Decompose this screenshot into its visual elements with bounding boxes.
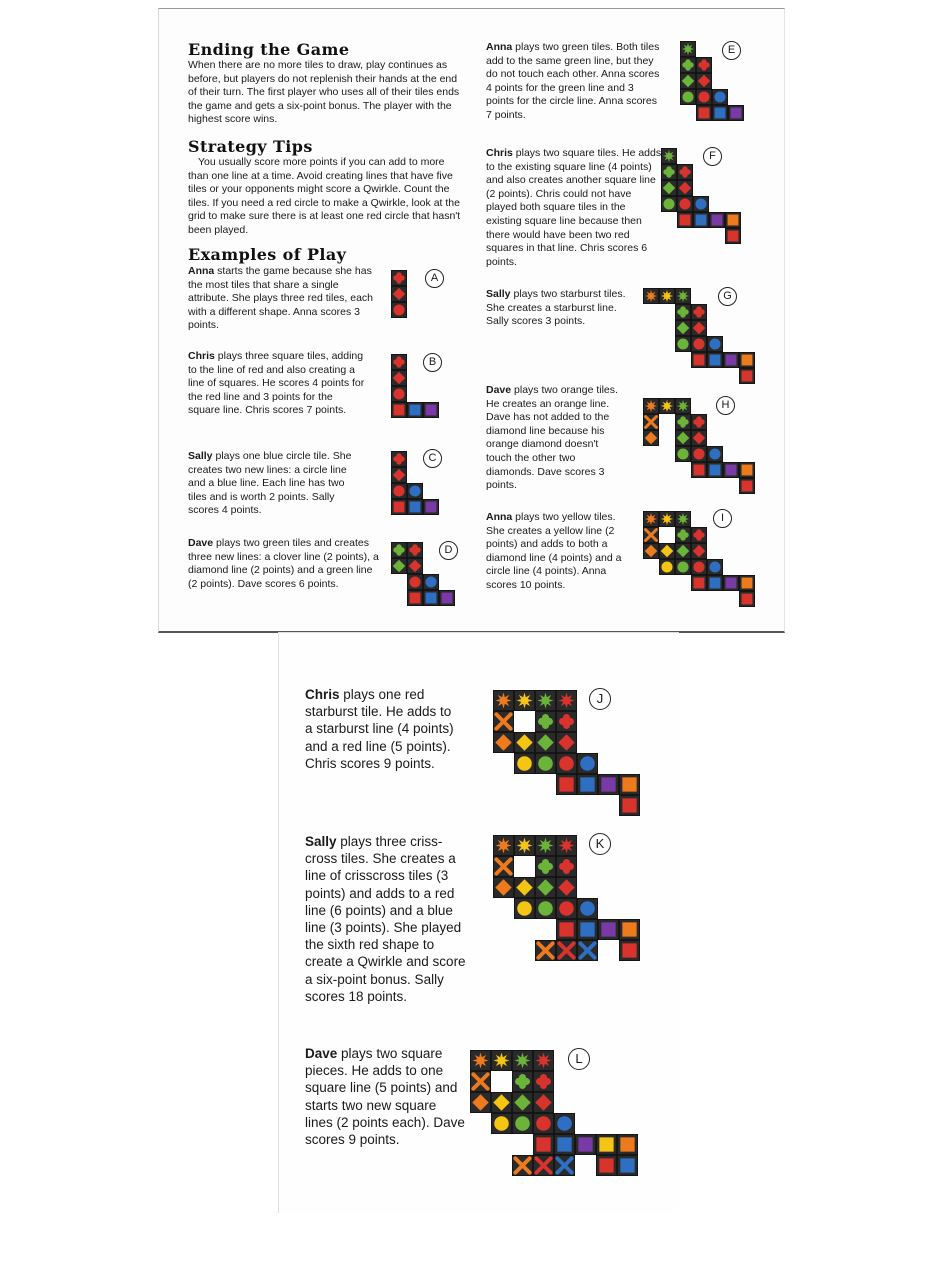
tile-green-clover	[675, 527, 690, 542]
tile-green-clover	[675, 414, 690, 429]
tile-red-circle	[691, 336, 706, 351]
tile-red-starburst	[556, 690, 576, 710]
tile-orange-starburst	[493, 690, 513, 710]
ending-heading: Ending the Game	[188, 40, 350, 59]
tile-red-square	[407, 590, 422, 605]
tile-red-clover	[691, 527, 706, 542]
tile-purple-square	[723, 352, 738, 367]
example-a-label: A	[425, 269, 444, 288]
tile-blue-square	[617, 1155, 637, 1175]
tile-red-square	[391, 402, 406, 417]
tile-green-starburst	[675, 288, 690, 303]
tile-red-circle	[407, 574, 422, 589]
tile-red-clover	[556, 856, 576, 876]
tile-orange-crisscross	[535, 940, 555, 960]
tile-green-starburst	[535, 690, 555, 710]
tile-red-crisscross	[533, 1155, 553, 1175]
ending-text: When there are no more tiles to draw, play continues as before, but players do not replenish their hands at the end of their turn. The first player who uses all of their tiles ends the game and gets a six-point bonus. The player with the highest score wins.	[188, 59, 460, 126]
tile-blue-square	[577, 919, 597, 939]
tile-blue-square	[407, 402, 422, 417]
tile-blue-crisscross	[554, 1155, 574, 1175]
tile-blue-circle	[712, 89, 727, 104]
tile-blue-circle	[407, 483, 422, 498]
tile-red-circle	[391, 302, 406, 317]
example-b-text: Chris plays three square tiles, adding to the line of red and also creating a line of squares. He scores 4 points for the red line and 3 points for the square line. Chris scores 7 points.	[188, 350, 365, 417]
example-k-tile-grid	[493, 835, 661, 975]
tile-red-square	[391, 499, 406, 514]
tile-red-clover	[391, 354, 406, 369]
tile-yellow-starburst	[659, 511, 674, 526]
tile-red-square	[696, 105, 711, 120]
tile-green-circle	[675, 559, 690, 574]
example-c-tile-grid	[391, 451, 455, 531]
example-e-tile-grid	[680, 41, 760, 137]
example-i-text: Anna plays two yellow tiles. She creates a yellow line (2 points) and adds to both a diamond line (4 points) and a circle line (4 points). Anna scores 10 points.	[486, 511, 622, 591]
tile-orange-diamond	[643, 543, 658, 558]
tile-orange-square	[725, 212, 740, 227]
example-b-tile-grid	[391, 354, 455, 434]
tile-red-clover	[407, 542, 422, 557]
tile-green-circle	[512, 1113, 532, 1133]
tile-yellow-circle	[659, 559, 674, 574]
tile-orange-diamond	[493, 877, 513, 897]
tile-orange-crisscross	[470, 1071, 490, 1091]
tile-orange-crisscross	[493, 711, 513, 731]
tile-blue-crisscross	[577, 940, 597, 960]
strategy-text: You usually score more points if you can add to more than one line at a time. Avoid creating lines that have five tiles or your opponents might score a Qwirkle. Count the tiles. If you need a red circle to make a Qwirkle, look at the grid to make sure there is at least one red circle that hasn't been played.	[188, 156, 461, 236]
tile-red-diamond	[696, 73, 711, 88]
example-h-tile-grid	[643, 398, 771, 510]
tile-orange-square	[739, 462, 754, 477]
tile-red-square	[596, 1155, 616, 1175]
tile-blue-square	[707, 575, 722, 590]
example-l-label: L	[568, 1048, 590, 1070]
tile-blue-square	[712, 105, 727, 120]
tile-red-square	[739, 591, 754, 606]
tile-orange-starburst	[470, 1050, 490, 1070]
tile-yellow-diamond	[514, 877, 534, 897]
example-f-text: Chris plays two square tiles. He adds to the existing square line (4 points) and also creates another square line (2 points). Chris could not have played both square tiles in the existing square line because then there would have been two red squares in that line. Chris scores 6 points.	[486, 147, 662, 268]
tile-orange-crisscross	[493, 856, 513, 876]
tile-orange-square	[739, 352, 754, 367]
tile-yellow-starburst	[659, 398, 674, 413]
example-g-label: G	[718, 287, 737, 306]
tile-green-circle	[675, 446, 690, 461]
tile-red-diamond	[556, 877, 576, 897]
tile-green-circle	[680, 89, 695, 104]
tile-green-clover	[680, 57, 695, 72]
tile-red-circle	[533, 1113, 553, 1133]
tile-red-clover	[691, 414, 706, 429]
example-f-label: F	[703, 147, 722, 166]
tile-red-square	[677, 212, 692, 227]
tile-blue-circle	[423, 574, 438, 589]
tile-yellow-diamond	[491, 1092, 511, 1112]
tile-yellow-starburst	[514, 835, 534, 855]
tile-green-diamond	[535, 877, 555, 897]
tile-purple-square	[723, 462, 738, 477]
tile-red-circle	[391, 386, 406, 401]
tile-green-circle	[661, 196, 676, 211]
example-e-text: Anna plays two green tiles. Both tiles add to the same green line, but they do not touch each other. Anna scores 4 points for the green line and 3 points for the circle line. Anna scores 7 points.	[486, 41, 660, 121]
tile-red-square	[533, 1134, 553, 1154]
tile-red-square	[619, 795, 639, 815]
tile-red-circle	[391, 483, 406, 498]
tile-purple-square	[575, 1134, 595, 1154]
tile-orange-diamond	[643, 430, 658, 445]
example-c-label: C	[423, 449, 442, 468]
example-d-text: Dave plays two green tiles and creates three new lines: a clover line (2 points), a diamond line (2 points) and a green line (2 points). Dave scores 6 points.	[188, 537, 379, 590]
tile-blue-circle	[693, 196, 708, 211]
tile-red-diamond	[691, 430, 706, 445]
tile-red-diamond	[691, 543, 706, 558]
tile-green-starburst	[675, 398, 690, 413]
tile-red-starburst	[556, 835, 576, 855]
tile-red-starburst	[533, 1050, 553, 1070]
tile-blue-square	[577, 774, 597, 794]
tile-red-clover	[691, 304, 706, 319]
tile-orange-crisscross	[643, 414, 658, 429]
tile-blue-circle	[707, 559, 722, 574]
tile-red-diamond	[533, 1092, 553, 1112]
tile-blue-circle	[554, 1113, 574, 1133]
tile-green-diamond	[675, 430, 690, 445]
tile-yellow-diamond	[659, 543, 674, 558]
tile-red-diamond	[391, 370, 406, 385]
tile-red-square	[739, 478, 754, 493]
tile-green-circle	[535, 898, 555, 918]
tile-red-diamond	[677, 180, 692, 195]
tile-yellow-circle	[491, 1113, 511, 1133]
example-d-tile-grid	[391, 542, 471, 622]
example-e-label: E	[722, 41, 741, 60]
tile-blue-square	[423, 590, 438, 605]
example-l-tile-grid	[470, 1050, 659, 1190]
tile-green-clover	[675, 304, 690, 319]
tile-red-diamond	[391, 467, 406, 482]
tile-yellow-starburst	[491, 1050, 511, 1070]
example-k-label: K	[589, 833, 611, 855]
tile-red-diamond	[556, 732, 576, 752]
tile-blue-square	[554, 1134, 574, 1154]
tile-blue-circle	[577, 898, 597, 918]
example-k-text: Sally plays three criss-cross tiles. She creates a line of crisscross tiles (3 points) and adds to a red line (6 points) and a blue line (3 points). She played the sixth red shape to create a Qwirkle and score a six-point bonus. Sally scores 18 points.	[305, 834, 466, 1004]
tile-orange-starburst	[643, 511, 658, 526]
example-i-label: I	[713, 509, 732, 528]
tile-blue-circle	[707, 336, 722, 351]
example-d-label: D	[439, 541, 458, 560]
example-f-tile-grid	[661, 148, 757, 260]
tile-orange-square	[619, 919, 639, 939]
example-a-text: Anna starts the game because she has the most tiles that share a single attribute. She plays three red tiles, each with a different shape. Anna scores 3 points.	[188, 265, 374, 332]
tile-purple-square	[709, 212, 724, 227]
tile-green-diamond	[675, 543, 690, 558]
tile-yellow-circle	[514, 898, 534, 918]
example-h-label: H	[716, 396, 735, 415]
tile-red-square	[739, 368, 754, 383]
tile-blue-circle	[707, 446, 722, 461]
tile-green-diamond	[391, 558, 406, 573]
tile-green-clover	[535, 711, 555, 731]
tile-yellow-starburst	[514, 690, 534, 710]
tile-orange-starburst	[643, 398, 658, 413]
tile-green-diamond	[661, 180, 676, 195]
tile-red-circle	[556, 753, 576, 773]
tile-green-diamond	[675, 320, 690, 335]
examples-heading: Examples of Play	[188, 245, 347, 264]
example-h-text: Dave plays two orange tiles. He creates an orange line. Dave has not added to the diamond line because his orange diamond doesn't touch the other two diamonds. Dave scores 3 points.	[486, 384, 618, 492]
tile-red-clover	[677, 164, 692, 179]
tile-red-circle	[696, 89, 711, 104]
tile-blue-square	[407, 499, 422, 514]
tile-red-square	[556, 774, 576, 794]
tile-orange-starburst	[493, 835, 513, 855]
tile-purple-square	[423, 499, 438, 514]
example-l-text: Dave plays two square pieces. He adds to one square line (5 points) and starts two new square lines (2 points each). Dave scores 9 points.	[305, 1046, 465, 1148]
tile-blue-square	[707, 352, 722, 367]
tile-orange-square	[617, 1134, 637, 1154]
example-j-label: J	[589, 688, 611, 710]
tile-green-clover	[661, 164, 676, 179]
strategy-heading: Strategy Tips	[188, 137, 313, 156]
tile-yellow-diamond	[514, 732, 534, 752]
tile-blue-square	[693, 212, 708, 227]
tile-red-crisscross	[556, 940, 576, 960]
tile-blue-square	[707, 462, 722, 477]
tile-yellow-starburst	[659, 288, 674, 303]
tile-green-starburst	[535, 835, 555, 855]
example-b-label: B	[423, 353, 442, 372]
tile-red-square	[556, 919, 576, 939]
tile-red-clover	[391, 451, 406, 466]
example-i-tile-grid	[643, 511, 771, 623]
tile-red-diamond	[391, 286, 406, 301]
tile-red-circle	[691, 446, 706, 461]
tile-yellow-circle	[514, 753, 534, 773]
tile-purple-square	[728, 105, 743, 120]
tile-green-diamond	[535, 732, 555, 752]
example-g-text: Sally plays two starburst tiles. She creates a starburst line. Sally scores 3 points.	[486, 288, 626, 328]
tile-orange-crisscross	[643, 527, 658, 542]
example-a-tile-grid	[391, 270, 423, 350]
tile-red-diamond	[407, 558, 422, 573]
tile-red-clover	[556, 711, 576, 731]
tile-purple-square	[598, 919, 618, 939]
tile-red-circle	[556, 898, 576, 918]
example-j-tile-grid	[493, 690, 661, 830]
tile-yellow-square	[596, 1134, 616, 1154]
tile-orange-square	[739, 575, 754, 590]
tile-orange-square	[619, 774, 639, 794]
tile-green-starburst	[680, 41, 695, 56]
tile-red-clover	[696, 57, 711, 72]
tile-green-starburst	[661, 148, 676, 163]
tile-red-square	[691, 352, 706, 367]
tile-green-clover	[535, 856, 555, 876]
tile-green-clover	[512, 1071, 532, 1091]
tile-red-square	[725, 228, 740, 243]
tile-green-diamond	[680, 73, 695, 88]
tile-orange-crisscross	[512, 1155, 532, 1175]
tile-red-clover	[533, 1071, 553, 1091]
tile-orange-diamond	[493, 732, 513, 752]
tile-green-circle	[535, 753, 555, 773]
tile-red-circle	[691, 559, 706, 574]
tile-red-square	[691, 575, 706, 590]
tile-red-clover	[391, 270, 406, 285]
tile-red-diamond	[691, 320, 706, 335]
example-j-text: Chris plays one red starburst tile. He adds to a starburst line (4 points) and a red line (5 points). Chris scores 9 points.	[305, 687, 454, 771]
tile-purple-square	[423, 402, 438, 417]
tile-green-starburst	[675, 511, 690, 526]
example-g-tile-grid	[643, 288, 771, 400]
tile-orange-starburst	[643, 288, 658, 303]
example-c-text: Sally plays one blue circle tile. She creates two new lines: a circle line and a blue line. Each line has two tiles and is worth 2 points. Sally scores 4 points.	[188, 450, 352, 517]
tile-green-diamond	[512, 1092, 532, 1112]
tile-red-square	[691, 462, 706, 477]
tile-green-starburst	[512, 1050, 532, 1070]
tile-orange-diamond	[470, 1092, 490, 1112]
tile-blue-circle	[577, 753, 597, 773]
tile-green-clover	[391, 542, 406, 557]
tile-green-circle	[675, 336, 690, 351]
tile-red-square	[619, 940, 639, 960]
tile-purple-square	[439, 590, 454, 605]
tile-red-circle	[677, 196, 692, 211]
tile-purple-square	[598, 774, 618, 794]
tile-purple-square	[723, 575, 738, 590]
